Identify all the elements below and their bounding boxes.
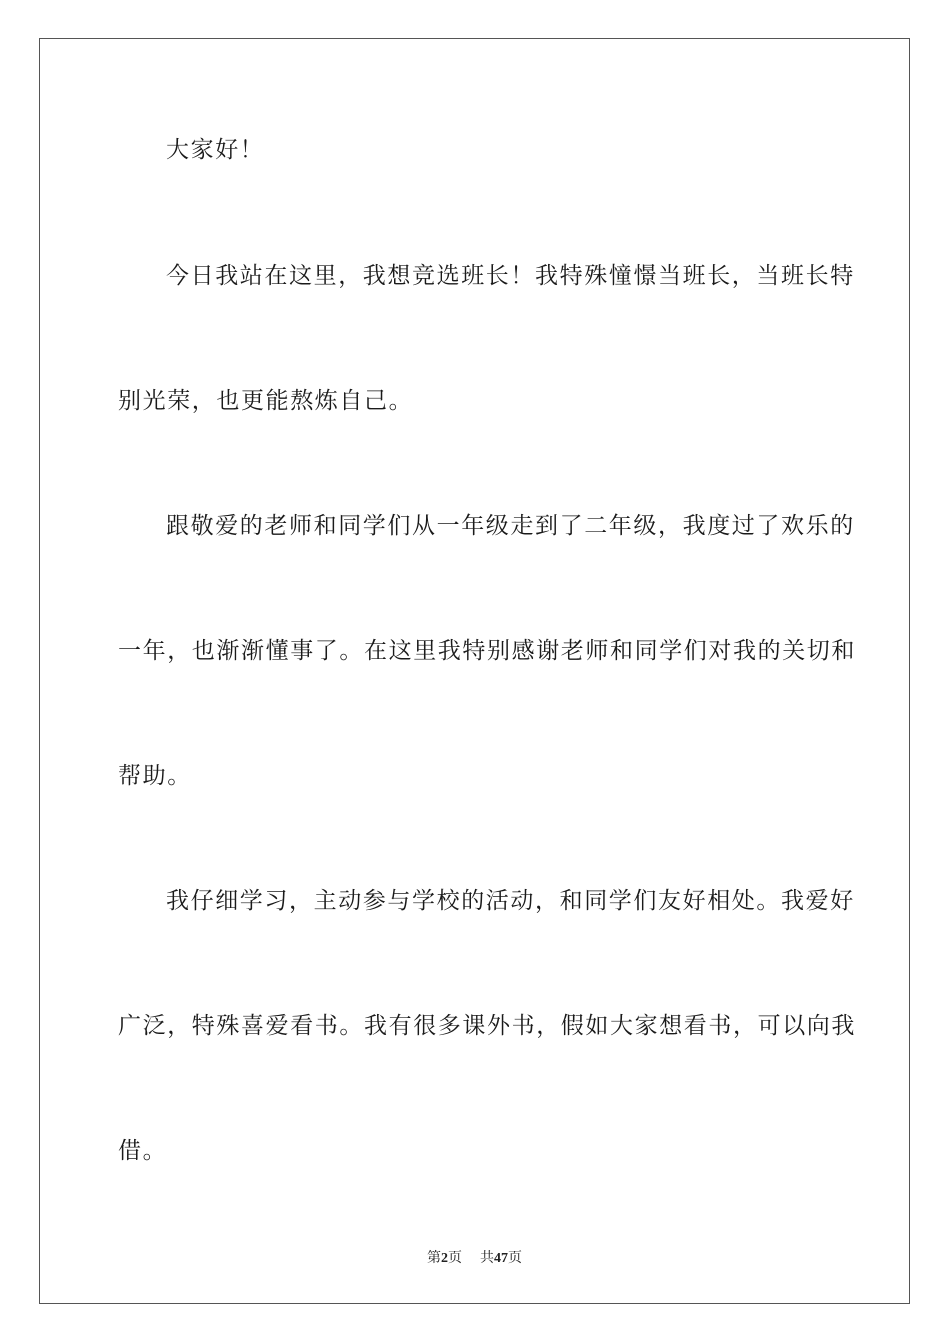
total-pages: 47 xyxy=(494,1251,508,1266)
page-number: 2 xyxy=(441,1251,448,1266)
document-page xyxy=(39,38,910,1304)
total-prefix: 共 xyxy=(480,1250,494,1266)
page-footer xyxy=(40,1247,909,1267)
paragraph-1-line-2: 别光荣，也更能熬炼自己。 xyxy=(118,388,414,414)
page-prefix: 第 xyxy=(427,1250,441,1266)
paragraph-2-line-3: 帮助。 xyxy=(118,763,192,789)
paragraph-3-line-3: 借。 xyxy=(118,1138,168,1164)
greeting-line: 大家好！ xyxy=(166,137,265,163)
page-suffix: 页 xyxy=(448,1250,462,1266)
paragraph-3-line-2: 广泛，特殊喜爱看书。我有很多课外书，假如大家想看书，可以向我 xyxy=(118,1013,856,1039)
paragraph-2-line-2: 一年，也渐渐懂事了。在这里我特别感谢老师和同学们对我的关切和 xyxy=(118,638,856,664)
paragraph-3-line-1: 我仔细学习，主动参与学校的活动，和同学们友好相处。我爱好 xyxy=(166,888,855,914)
paragraph-1-line-1: 今日我站在这里，我想竞选班长！我特殊憧憬当班长，当班长特 xyxy=(166,263,855,289)
total-suffix: 页 xyxy=(508,1250,522,1266)
paragraph-2-line-1: 跟敬爱的老师和同学们从一年级走到了二年级，我度过了欢乐的 xyxy=(166,513,855,539)
